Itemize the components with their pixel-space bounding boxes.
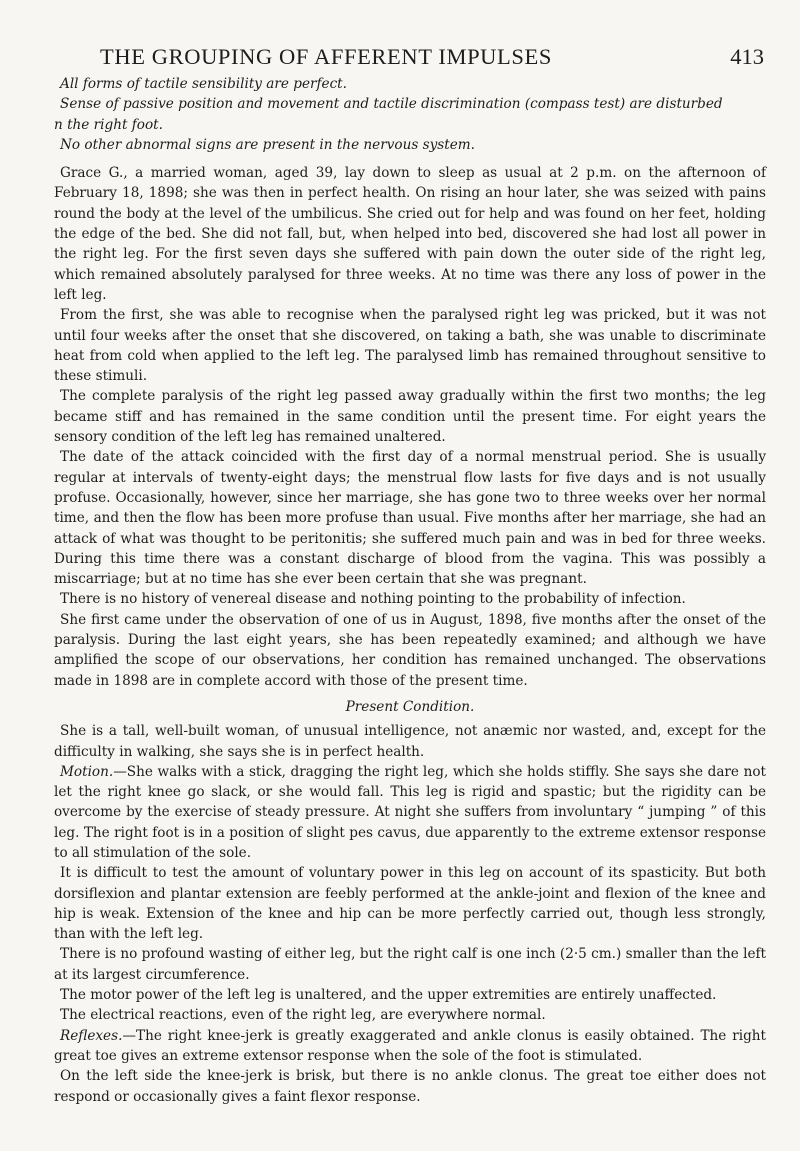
paragraph: There is no history of venereal disease and nothing pointing to the probability of infection. xyxy=(60,591,686,608)
paragraph xyxy=(54,1026,766,1067)
paragraph-lead: Reflexes. xyxy=(60,1027,123,1044)
section-heading: Present Condition. xyxy=(345,698,475,715)
paragraph: The electrical reactions, even of the right leg, are everywhere normal. xyxy=(60,1007,546,1024)
paragraph: There is no profound wasting of either leg, but the right calf is one inch (2·5 cm.) smaller than the left at its largest circumference. xyxy=(54,946,766,983)
paragraph: She first came under the observation of one of us in August, 1898, five months after the onset of the paralysis. During the last eight years, she has been repeatedly examined; and although we have amplified the scope of our observations, her condition has remained unchanged. The observations made in 1898 are in complete accord with those of the present time. xyxy=(54,611,766,689)
paragraph: Grace G., a married woman, aged 39, lay down to sleep as usual at 2 p.m. on the afternoon of February 18, 1898; she was then in perfect health. On rising an hour later, she was seized with pains round the body at the level of the umbilicus. She cried out for help and was found on her feet, holding the edge of the bed. She did not fall, but, when helped into bed, discovered she had lost all power in the right leg. For the first seven days she suffered with pain down the outer side of the right leg, which remained absolutely paralysed for three weeks. At no time was there any loss of power in the left leg. xyxy=(54,165,766,303)
paragraph: On the left side the knee-jerk is brisk, but there is no ankle clonus. The great toe either does not respond or occasionally gives a faint flexor response. xyxy=(54,1068,766,1105)
paragraph-text: —She walks with a stick, dragging the right leg, which she holds stiffly. She says she dare not let the right knee go slack, or she would fall. This leg is rigid and spastic; but the rigidity can be overcome by the exercise of steady pressure. At night she suffers from involuntary “ jumping ” of this leg. The right foot is in a position of slight pes cavus, due apparently to the extreme extensor response to all stimulation of the sole. xyxy=(54,763,766,861)
page-header xyxy=(32,44,764,74)
running-head: THE GROUPING OF AFFERENT IMPULSES xyxy=(100,44,552,69)
paragraph: n the right foot. xyxy=(54,116,163,133)
paragraph: Sense of passive position and movement and tactile discrimination (compass test) are disturbed xyxy=(60,96,723,113)
paragraph xyxy=(54,762,766,863)
paragraph: The date of the attack coincided with the first day of a normal menstrual period. She is usually regular at intervals of twenty-eight days; the menstrual flow lasts for five days and is not usually profuse. Occasionally, however, since her marriage, she has gone two to three weeks over her normal time, and then the flow has been more profuse than usual. Five months after her marriage, she had an attack of what was thought to be peritonitis; she suffered much pain and was in bed for three weeks. During this time there was a constant discharge of blood from the vagina. This was possibly a miscarriage; but at no time has she ever been certain that she was pregnant. xyxy=(54,449,766,588)
paragraph: No other abnormal signs are present in the nervous system. xyxy=(60,136,475,153)
paragraph-text: —The right knee-jerk is greatly exaggerated and ankle clonus is easily obtained. The right great toe gives an extreme extensor response when the sole of the foot is stimulated. xyxy=(54,1027,766,1064)
paragraph: She is a tall, well-built woman, of unusual intelligence, not anæmic nor wasted, and, except for the difficulty in walking, she says she is in perfect health. xyxy=(54,723,766,760)
page-number: 413 xyxy=(730,44,764,69)
paragraph: From the first, she was able to recognise when the paralysed right leg was pricked, but it was not until four weeks after the onset that she discovered, on taking a bath, she was unable to discriminate heat from cold when applied to the left leg. The paralysed limb has remained throughout sensitive to these stimuli. xyxy=(54,307,766,385)
paragraph-lead: Motion. xyxy=(60,763,114,780)
paragraph: All forms of tactile sensibility are perfect. xyxy=(60,76,347,92)
paragraph: It is difficult to test the amount of voluntary power in this leg on account of its spasticity. But both dorsiflexion and plantar extension are feebly performed at the ankle-joint and flexion of the knee and hip is weak. Extension of the knee and hip can be more perfectly carried out, though less strongly, than with the left leg. xyxy=(54,865,766,943)
body-text xyxy=(54,74,766,1107)
paragraph: The motor power of the left leg is unaltered, and the upper extremities are entirely unaffected. xyxy=(60,987,717,1004)
paragraph: The complete paralysis of the right leg passed away gradually within the first two months; the leg became stiff and has remained in the same condition until the present time. For eight years the sensory condition of the left leg has remained unaltered. xyxy=(54,388,766,446)
